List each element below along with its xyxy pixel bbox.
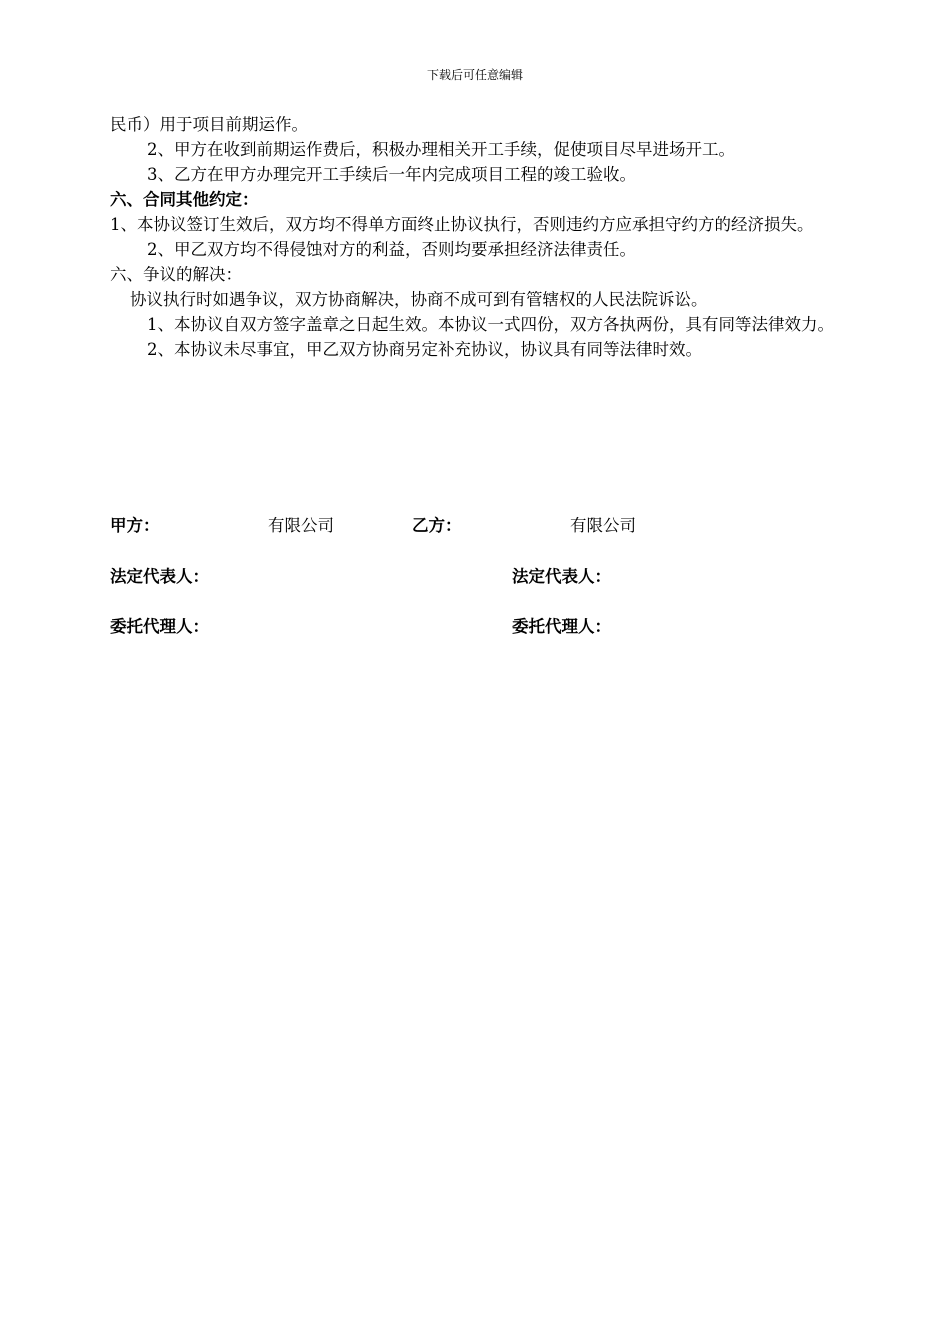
agent-b-label: 委托代理人：	[512, 617, 611, 636]
paragraph-line: 1、本协议签订生效后，双方均不得单方面终止协议执行，否则违约方应承担守约方的经济损失。	[110, 215, 814, 234]
party-a-label: 甲方：	[110, 516, 160, 535]
paragraph-line: 民币）用于项目前期运作。	[110, 115, 308, 134]
party-b-company: 有限公司	[570, 516, 636, 535]
page-header: 下载后可任意编辑	[426, 68, 523, 82]
paragraph-line: 协议执行时如遇争议，双方协商解决，协商不成可到有管辖权的人民法院诉讼。	[130, 290, 708, 309]
party-b-label: 乙方：	[412, 516, 462, 535]
section-heading: 六、合同其他约定：	[110, 190, 259, 209]
paragraph-line: 1、本协议自双方签字盖章之日起生效。本协议一式四份，双方各执两份，具有同等法律效力。	[147, 315, 834, 334]
legal-rep-a-label: 法定代表人：	[110, 567, 209, 586]
section-heading: 六、争议的解决：	[110, 265, 242, 284]
paragraph-line: 2、甲方在收到前期运作费后，积极办理相关开工手续，促使项目尽早进场开工。	[147, 140, 735, 159]
party-a-company: 有限公司	[268, 516, 334, 535]
legal-rep-b-label: 法定代表人：	[512, 567, 611, 586]
paragraph-line: 2、本协议未尽事宜，甲乙双方协商另定补充协议，协议具有同等法律时效。	[147, 340, 702, 359]
contract-body	[110, 112, 850, 362]
agent-a-label: 委托代理人：	[110, 617, 209, 636]
paragraph-line: 3、乙方在甲方办理完开工手续后一年内完成项目工程的竣工验收。	[147, 165, 636, 184]
paragraph-line: 2、甲乙双方均不得侵蚀对方的利益，否则均要承担经济法律责任。	[147, 240, 636, 259]
